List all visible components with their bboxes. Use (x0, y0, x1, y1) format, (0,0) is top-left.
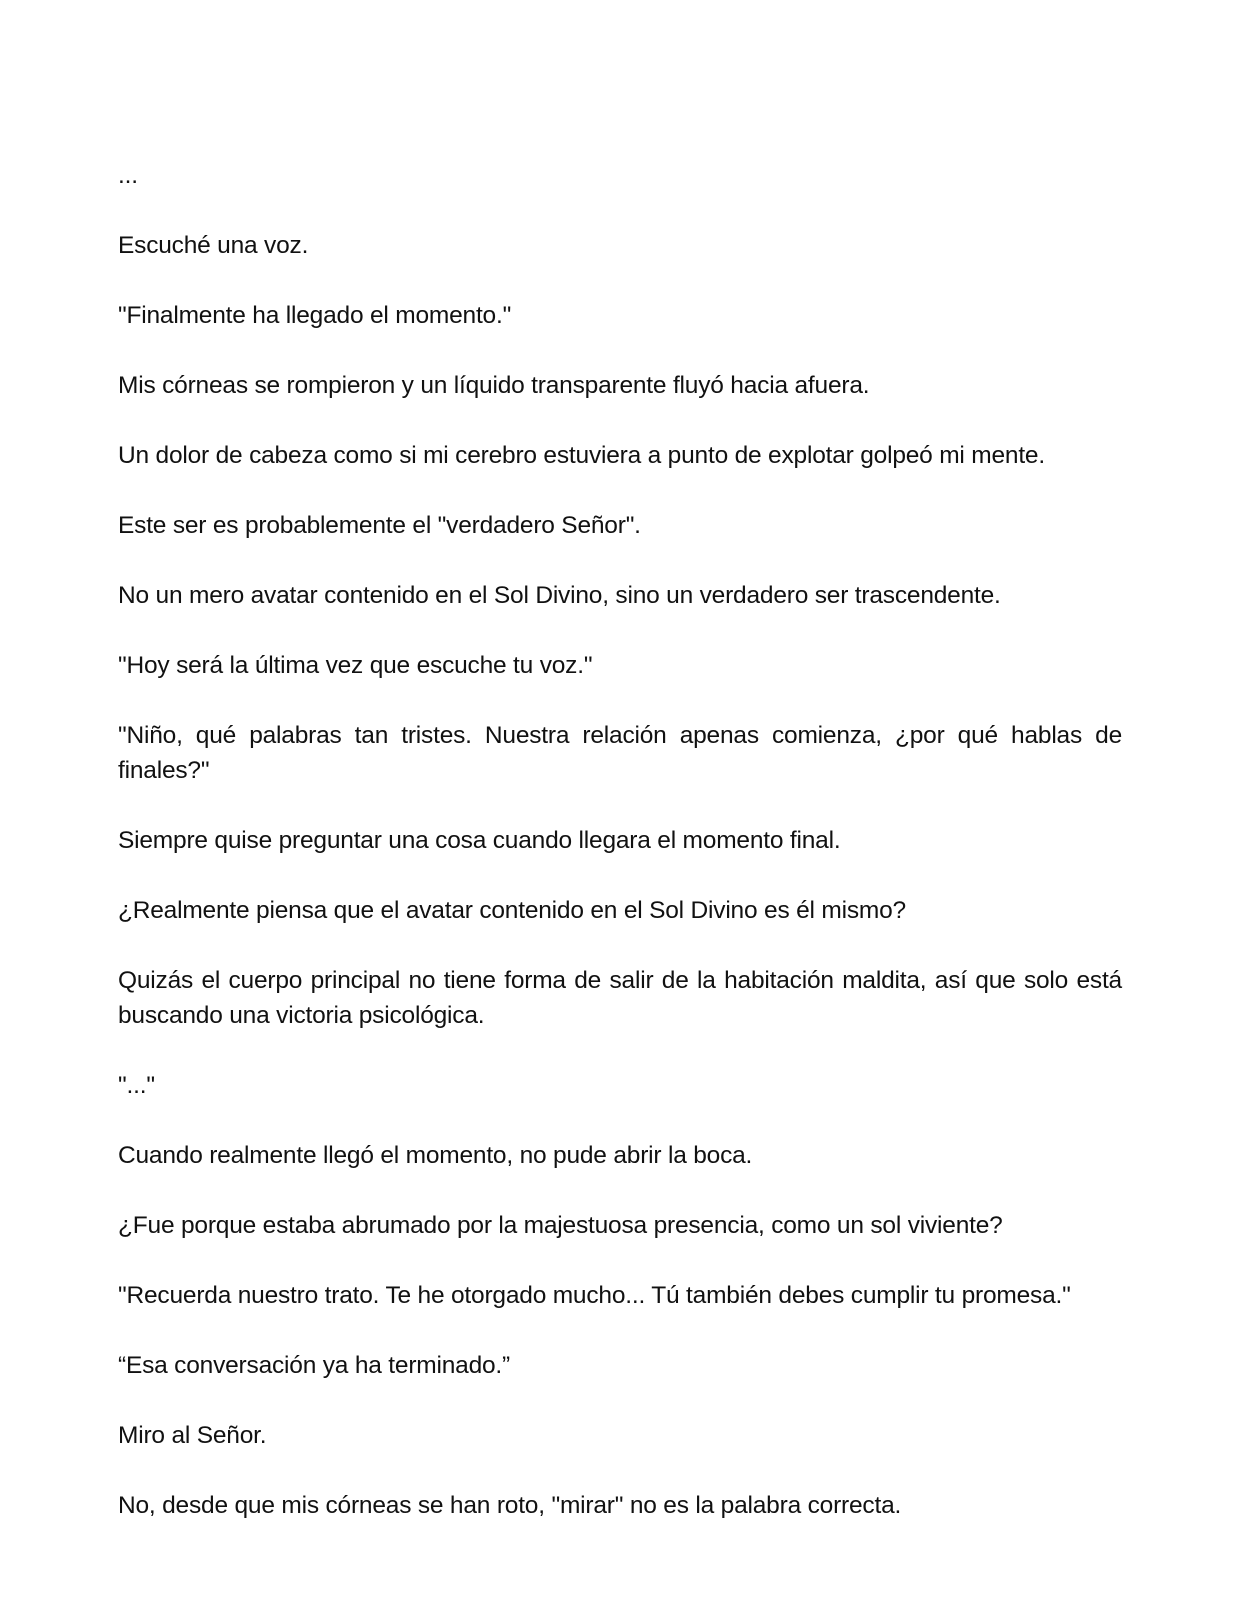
paragraph: Este ser es probablemente el "verdadero Señor". (118, 512, 641, 539)
paragraph: "Recuerda nuestro trato. Te he otorgado mucho... Tú también debes cumplir tu promesa." (118, 1282, 1071, 1309)
paragraph: “Esa conversación ya ha terminado.” (118, 1352, 510, 1379)
paragraph: No, desde que mis córneas se han roto, "mirar" no es la palabra correcta. (118, 1492, 902, 1519)
paragraph: Miro al Señor. (118, 1422, 267, 1449)
paragraph: Siempre quise preguntar una cosa cuando llegara el momento final. (118, 827, 841, 854)
paragraph: Escuché una voz. (118, 232, 309, 259)
paragraph: No un mero avatar contenido en el Sol Divino, sino un verdadero ser trascendente. (118, 582, 1001, 609)
paragraph: Cuando realmente llegó el momento, no pude abrir la boca. (118, 1142, 753, 1169)
paragraph: Quizás el cuerpo principal no tiene forma de salir de la habitación maldita, así que solo está buscando una victoria psicológica. (118, 967, 1122, 1029)
paragraph: "Niño, qué palabras tan tristes. Nuestra relación apenas comienza, ¿por qué hablas de finales?" (118, 722, 1122, 784)
paragraph: "Finalmente ha llegado el momento." (118, 302, 512, 329)
paragraph: "Hoy será la última vez que escuche tu voz." (118, 652, 593, 679)
paragraph: Un dolor de cabeza como si mi cerebro estuviera a punto de explotar golpeó mi mente. (118, 442, 1045, 469)
paragraph: ¿Realmente piensa que el avatar contenido en el Sol Divino es él mismo? (118, 897, 906, 924)
paragraph: ¿Fue porque estaba abrumado por la majestuosa presencia, como un sol viviente? (118, 1212, 1003, 1239)
document-body (118, 158, 1122, 1558)
paragraph: Mis córneas se rompieron y un líquido transparente fluyó hacia afuera. (118, 372, 870, 399)
paragraph: "..." (118, 1072, 155, 1099)
paragraph-ellipsis: ... (118, 162, 138, 189)
